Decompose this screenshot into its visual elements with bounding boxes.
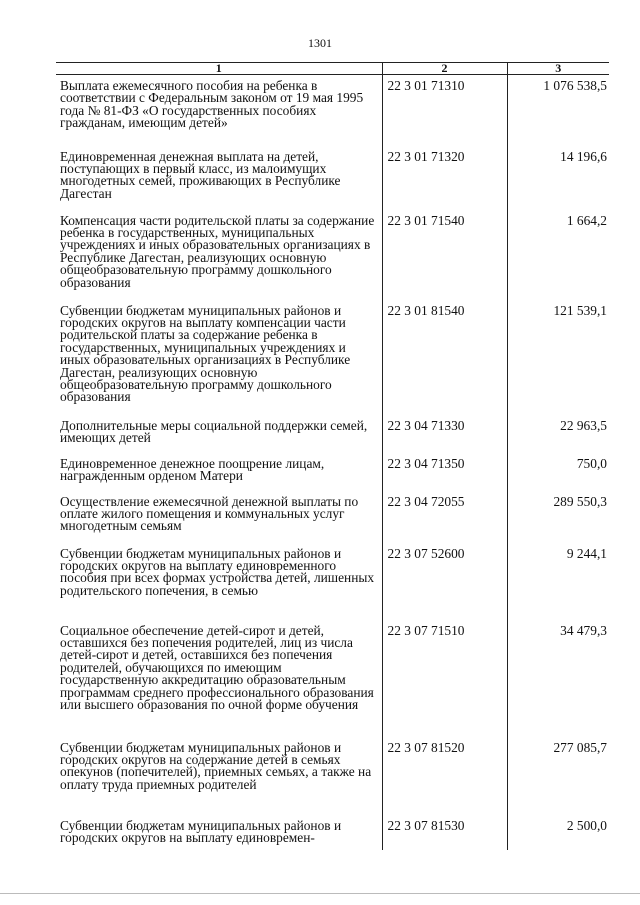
row-amount: 22 963,5 <box>507 415 609 453</box>
row-description: Субвенции бюджетам муниципальных районов и городских округов на содержание детей в семьях опекунов (попечителей), приемных семьях, а также на оплату труда приемных родителей <box>60 739 372 792</box>
row-code: 22 3 04 71350 <box>382 453 507 491</box>
table-row <box>56 815 609 850</box>
row-amount: 277 085,7 <box>507 737 609 815</box>
row-amount: 2 500,0 <box>507 815 609 850</box>
row-code: 22 3 07 52600 <box>382 543 507 620</box>
row-code: 22 3 01 71540 <box>382 210 507 300</box>
row-code: 22 3 01 81540 <box>382 300 507 415</box>
row-amount: 14 196,6 <box>507 146 609 210</box>
table-row <box>56 210 609 300</box>
row-description: Субвенции бюджетам муниципальных районов и городских округов на выплату компенсации части родительской платы за содержание ребенка в государственных, муниципальных учреждениях и иных образовательных организациях в Республике Дагестан, реализующих основную общеобразовательную программу дошкольного образования <box>60 302 351 405</box>
row-description: Социальное обеспечение детей-сирот и детей, оставшихся без попечения родителей, лиц из числа детей-сирот и детей, оставшихся без попечения родителей, обучающихся по имеющим государственную аккредитацию образовательным программам среднего профессионального образования или высшего образования по очной форме обучения <box>60 622 374 712</box>
column-header-3: 3 <box>507 63 609 75</box>
row-description: Единовременное денежное поощрение лицам, награжденным орденом Матери <box>60 455 325 483</box>
page-number: 1301 <box>308 36 332 50</box>
row-description: Выплата ежемесячного пособия на ребенка в соответствии с Федеральным законом от 19 мая 1995 года № 81-ФЗ «О государственных пособиях гражданам, имеющим детей» <box>60 78 364 131</box>
table-row <box>56 491 609 543</box>
row-code: 22 3 01 71320 <box>382 146 507 210</box>
row-code: 22 3 07 71510 <box>382 620 507 737</box>
budget-table <box>56 62 609 850</box>
row-amount: 1 664,2 <box>507 210 609 300</box>
column-header-2: 2 <box>382 63 507 75</box>
table-row <box>56 453 609 491</box>
row-amount: 1 076 538,5 <box>507 75 609 146</box>
row-code: 22 3 01 71310 <box>382 75 507 146</box>
column-header-1: 1 <box>56 63 382 75</box>
row-amount: 121 539,1 <box>507 300 609 415</box>
row-amount: 9 244,1 <box>507 543 609 620</box>
row-description: Субвенции бюджетам муниципальных районов и городских округов на выплату единовременного пособия при всех формах устройства детей, лишенных родительского попечения, в семью <box>60 545 375 598</box>
row-description: Дополнительные меры социальной поддержки семей, имеющих детей <box>60 417 368 445</box>
row-description: Компенсация части родительской платы за содержание ребенка в государственных, муниципальных учреждениях и иных образовательных организациях в Республике Дагестан, реализующих основную общеобразовательную программу дошкольного образования <box>60 212 375 290</box>
row-amount: 750,0 <box>507 453 609 491</box>
table-row <box>56 300 609 415</box>
row-code: 22 3 07 81520 <box>382 737 507 815</box>
table-row <box>56 620 609 737</box>
table-row <box>56 146 609 210</box>
row-code: 22 3 07 81530 <box>382 815 507 850</box>
header-row <box>56 63 609 75</box>
table-row <box>56 75 609 146</box>
row-code: 22 3 04 72055 <box>382 491 507 543</box>
row-code: 22 3 04 71330 <box>382 415 507 453</box>
row-amount: 289 550,3 <box>507 491 609 543</box>
row-description: Единовременная денежная выплата на детей, поступающих в первый класс, из малоимущих многодетных семей, проживающих в Республике Дагестан <box>60 148 341 201</box>
row-description: Субвенции бюджетам муниципальных районов и городских округов на выплату единовремен- <box>60 817 342 845</box>
page-bottom-rule <box>0 893 640 894</box>
row-amount: 34 479,3 <box>507 620 609 737</box>
table-row <box>56 737 609 815</box>
table-row <box>56 415 609 453</box>
row-description: Осуществление ежемесячной денежной выплаты по оплате жилого помещения и коммунальных услуг многодетным семьям <box>60 493 359 534</box>
table-row <box>56 543 609 620</box>
